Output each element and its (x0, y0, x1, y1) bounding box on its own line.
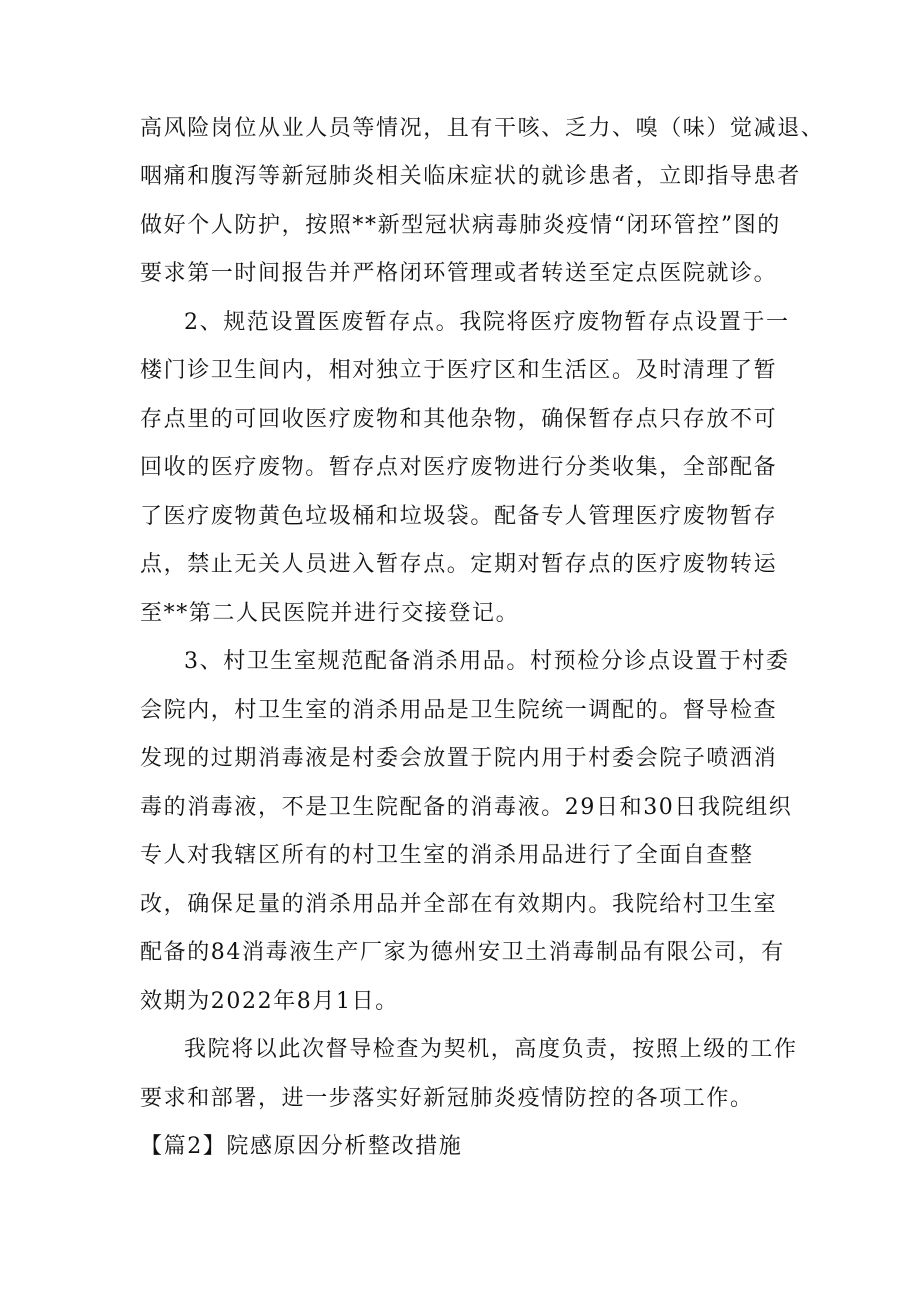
text-line: 毒的消毒液，不是卫生院配备的消毒液。29日和30日我院组织 (140, 795, 793, 820)
text-line: 至**第二人民医院并进行交接登记。 (140, 601, 520, 626)
text-line: 配备的84消毒液生产厂家为德州安卫土消毒制品有限公司，有 (140, 940, 785, 965)
text-line: 回收的医疗废物。暂存点对医疗废物进行分类收集，全部配备 (140, 455, 778, 480)
text-line: 发现的过期消毒液是村委会放置于院内用于村委会院子喷洒消 (140, 746, 778, 771)
paragraph-heading-2: 2、规范设置医废暂存点。我院将医疗废物暂存点设置于一 (184, 310, 790, 335)
text-line: 专人对我辖区所有的村卫生室的消杀用品进行了全面自查整 (140, 843, 754, 868)
text-line: 效期为2022年8月1日。 (140, 989, 399, 1014)
text-line: 改，确保足量的消杀用品并全部在有效期内。我院给村卫生室 (140, 892, 778, 917)
text-line: 点，禁止无关人员进入暂存点。定期对暂存点的医疗废物转运 (140, 552, 778, 577)
text-line: 做好个人防护，按照**新型冠状病毒肺炎疫情“闭环管控”图的 (140, 213, 781, 238)
text-line: 我院将以此次督导检查为契机，高度负责，按照上级的工作 (184, 1037, 798, 1062)
text-line: 了医疗废物黄色垃圾桶和垃圾袋。配备专人管理医疗废物暂存 (140, 504, 778, 529)
text-line: 存点里的可回收医疗废物和其他杂物，确保暂存点只存放不可 (140, 407, 778, 432)
text-line: 咽痛和腹泻等新冠肺炎相关临床症状的就诊患者，立即指导患者 (140, 164, 801, 189)
text-line: 要求第一时间报告并严格闭环管理或者转送至定点医院就诊。 (140, 261, 778, 286)
text-line: 楼门诊卫生间内，相对独立于医疗区和生活区。及时清理了暂 (140, 358, 778, 383)
section-heading: 【篇2】院感原因分析整改措施 (140, 1134, 463, 1159)
text-line: 会院内，村卫生室的消杀用品是卫生院统一调配的。督导检查 (140, 698, 778, 723)
text-line: 高风险岗位从业人员等情况，且有干咳、乏力、嗅（味）觉减退、 (140, 116, 825, 141)
text-line: 要求和部署，进一步落实好新冠肺炎疫情防控的各项工作。 (140, 1086, 754, 1111)
paragraph-heading-3: 3、村卫生室规范配备消杀用品。村预检分诊点设置于村委 (184, 649, 790, 674)
